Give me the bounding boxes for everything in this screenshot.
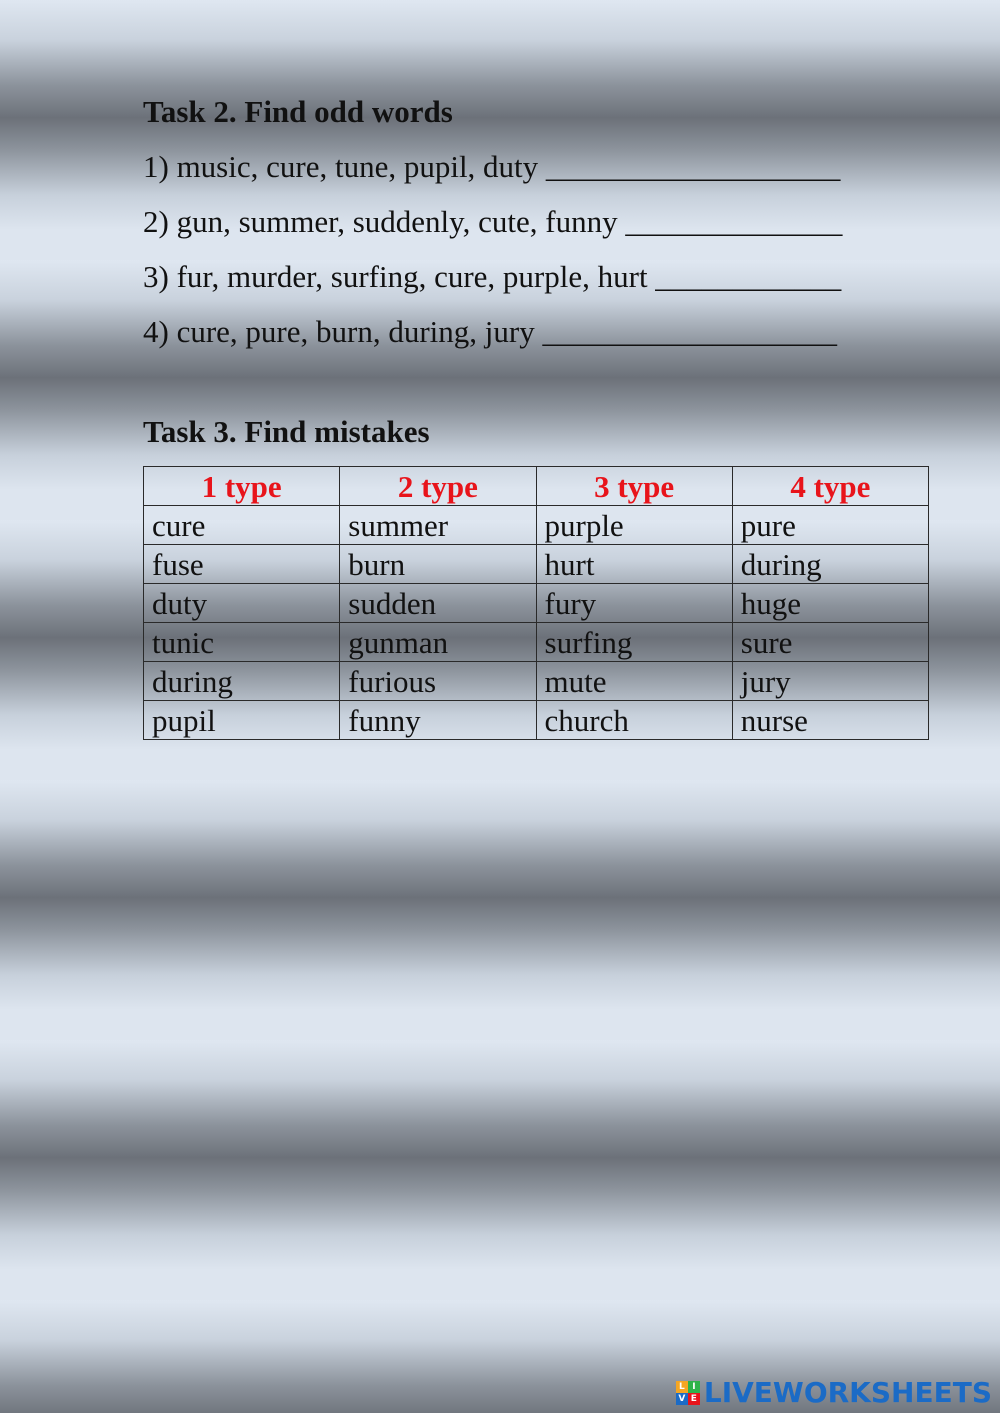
table-cell: burn (340, 545, 536, 584)
table-cell: during (732, 545, 928, 584)
logo-mark-tile: V (676, 1393, 688, 1405)
table-cell: tunic (144, 623, 340, 662)
column-header: 4 type (732, 467, 928, 506)
worksheet-page (143, 92, 933, 740)
task2-title: Task 2. Find odd words (143, 94, 453, 129)
table-row (144, 584, 929, 623)
liveworksheets-logo-text: LIVEWORKSHEETS (703, 1376, 992, 1409)
column-header: 3 type (536, 467, 732, 506)
table-cell: church (536, 701, 732, 740)
task3-title: Task 3. Find mistakes (143, 414, 430, 449)
table-cell: sure (732, 623, 928, 662)
odd-words-list (143, 147, 933, 352)
liveworksheets-logo[interactable] (676, 1376, 992, 1409)
table-cell: purple (536, 506, 732, 545)
table-cell: jury (732, 662, 928, 701)
table-cell: cure (144, 506, 340, 545)
table-cell: fuse (144, 545, 340, 584)
logo-mark-tile: E (688, 1393, 700, 1405)
odd-words-item-3: 3) fur, murder, surfing, cure, purple, hurt ____________ (143, 259, 842, 294)
liveworksheets-logo-icon (676, 1381, 700, 1405)
table-cell: funny (340, 701, 536, 740)
table-cell: pure (732, 506, 928, 545)
table-cell: sudden (340, 584, 536, 623)
column-header: 2 type (340, 467, 536, 506)
table-cell: during (144, 662, 340, 701)
odd-words-item-1: 1) music, cure, tune, pupil, duty ___________________ (143, 149, 841, 184)
logo-mark-tile: L (676, 1381, 688, 1393)
mistakes-table (143, 466, 929, 740)
table-header-row (144, 467, 929, 506)
table-row (144, 506, 929, 545)
column-header: 1 type (144, 467, 340, 506)
table-cell: summer (340, 506, 536, 545)
table-cell: gunman (340, 623, 536, 662)
table-cell: huge (732, 584, 928, 623)
table-cell: hurt (536, 545, 732, 584)
table-cell: fury (536, 584, 732, 623)
odd-words-item-4: 4) cure, pure, burn, during, jury ___________________ (143, 314, 837, 349)
table-row (144, 662, 929, 701)
logo-mark-tile: I (688, 1381, 700, 1393)
table-cell: surfing (536, 623, 732, 662)
table-row (144, 623, 929, 662)
table-cell: nurse (732, 701, 928, 740)
odd-words-item-2: 2) gun, summer, suddenly, cute, funny ______________ (143, 204, 843, 239)
table-cell: mute (536, 662, 732, 701)
table-cell: furious (340, 662, 536, 701)
table-cell: pupil (144, 701, 340, 740)
table-row (144, 545, 929, 584)
table-cell: duty (144, 584, 340, 623)
table-row (144, 701, 929, 740)
